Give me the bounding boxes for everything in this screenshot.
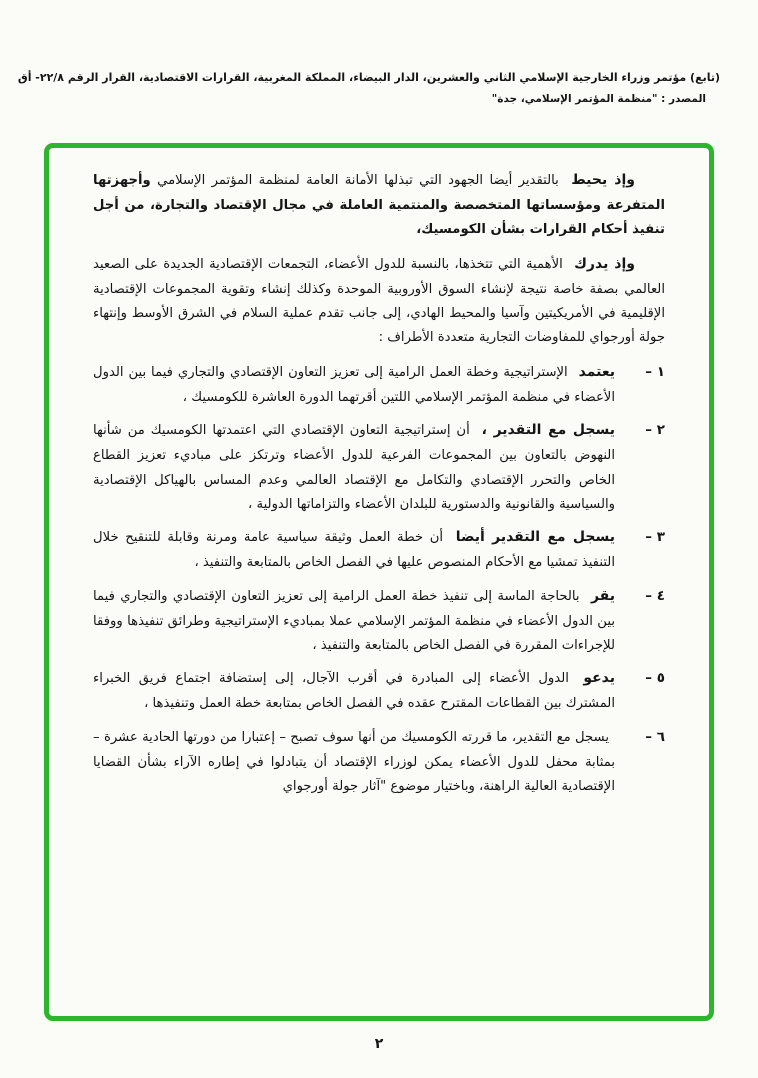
item-text (93, 360, 615, 410)
item-body: بالحاجة الماسة إلى تنفيذ خطة العمل الرامية إلى تعزيز التعاون الإقتصادي والتجاري فيما بين الدول الأعضاء في منظمة المؤتمر الإسلامي عملا بمباديء الإستراتيجية وطرائق تنفيذها ووفقا للإجراءات المقررة في الفصل الخاص بالمتابعة والتنفيذ ، (93, 588, 615, 653)
item-text (93, 525, 615, 575)
paragraph-text: الأهمية التي تتخذها، بالنسبة للدول الأعضاء، التجمعات الإقتصادية الجديدة على الصعيد العالمي بصفة خاصة نتيجة لإنشاء السوق الأوروبية الموحدة وكذلك إنشاء وتقوية المجموعات الإقتصادية الإقليمية في الأمريكيتين وآسيا والمحيط الهادي، إلى جانب تقدم عملية السلام في الشرق الأوسط وإنتهاء جولة أورجواي للمفاوضات التجارية متعددة الأطراف : (93, 256, 665, 346)
resolution-items (93, 360, 665, 800)
item-lead: يعتمد (578, 363, 615, 380)
item-number (625, 360, 665, 410)
item-text (93, 584, 615, 659)
resolution-item (93, 584, 665, 659)
item-body: أن إستراتيجية التعاون الإقتصادي التي اعتمدتها الكومسيك من شأنها النهوض بالتعاون بين المجموعات الفرعية للدول الأعضاء وترتكز على مباديء تعزيز القطاع الخاص والتحرر الإقتصادي والتكامل مع الإقتصاد العالمي وعدم المساس بالهياكل الإقتصادية والسياسية والقانونية والدستورية للبلدان الأعضاء والتزاماتها الدولية ، (93, 423, 615, 512)
item-number (625, 418, 665, 517)
paragraph-text: بالتقدير أيضا الجهود التي تبذلها الأمانة العامة لمنظمة المؤتمر الإسلامي (157, 173, 559, 188)
preamble-paragraph (93, 252, 665, 351)
header-source: المصدر : "منظمة المؤتمر الإسلامي، جدة" (491, 92, 706, 105)
resolution-item (93, 666, 665, 716)
item-body: الدول الأعضاء إلى المبادرة في أقرب الآجال، إلى إستضافة اجتماع فريق الخبراء المشترك بين القطاعات المقترح عقده في الفصل الخاص بمتابعة خطة العمل وتنفيذها ، (93, 671, 615, 712)
content-box (44, 143, 714, 1021)
item-lead: يقر (590, 587, 615, 604)
paragraph-lead: وإذ يدرك (574, 255, 635, 272)
item-lead: يسجل مع التقدير أيضا (455, 529, 615, 546)
item-number-value: ٣ (656, 529, 665, 546)
item-dash: – (645, 728, 653, 745)
item-number-value: ٢ (656, 422, 665, 439)
paragraph-emphasis: وأجهزتها المتفرعة ومؤسساتها المتخصصة والمنتمية العاملة في مجال الإقتصاد والتجارة، من أجل تنفيذ أحكام القرارات بشأن الكومسيك، (93, 173, 665, 238)
item-body: أن خطة العمل وثيقة سياسية عامة ومرنة وقابلة للتنقيح خلال التنفيذ تمشيا مع الأحكام المنصوص عليها في الفصل الخاص بالمتابعة والتنفيذ ، (93, 530, 615, 571)
resolution-item (93, 418, 665, 517)
item-text (93, 725, 615, 800)
item-number (625, 725, 665, 800)
item-number (625, 584, 665, 659)
item-lead: يدعو (583, 670, 615, 687)
item-body: يسجل مع التقدير، ما قررته الكومسيك من أنها سوف تصبح – إعتبارا من دورتها الحادية عشرة – بمثابة محفل للدول الأعضاء يمكن لوزراء الإقتصاد أن يتبادلوا في إطاره الآراء بشأن القضايا الإقتصادية العالية الراهنة، وباختيار موضوع "آثار جولة أورجواي (93, 729, 615, 795)
item-body: الإستراتيجية وخطة العمل الرامية إلى تعزيز التعاون الإقتصادي والتجاري فيما بين الدول الأعضاء في منظمة المؤتمر الإسلامي اللتين أقرتهما الدورة العاشرة للكومسيك ، (93, 364, 615, 405)
item-number (625, 525, 665, 575)
item-dash: – (645, 670, 653, 687)
resolution-item (93, 725, 665, 800)
page-number: ٢ (374, 1036, 384, 1052)
item-number-value: ٥ (656, 670, 665, 687)
resolution-item (93, 525, 665, 575)
item-dash: – (645, 587, 653, 604)
document-header (17, 70, 720, 105)
item-dash: – (645, 363, 653, 380)
item-number-value: ٦ (656, 728, 665, 745)
item-dash: – (645, 422, 653, 439)
preamble-paragraph (93, 168, 665, 243)
resolution-item (93, 360, 665, 410)
paragraph-lead: وإذ يحيط (571, 172, 635, 188)
item-number (625, 666, 665, 716)
item-text (93, 666, 615, 716)
item-text (93, 418, 615, 517)
item-number-value: ٤ (656, 587, 665, 604)
item-lead: يسجل مع التقدير ، (481, 422, 615, 439)
item-dash: – (645, 529, 653, 546)
header-citation: (تابع) مؤتمر وزراء الخارجية الإسلامي الثاني والعشرين، الدار البيضاء، المملكة المغربية، القرارات الاقتصادية، القرار الرقم ٢٢/٨- أق (17, 71, 720, 84)
item-number-value: ١ (656, 363, 665, 380)
